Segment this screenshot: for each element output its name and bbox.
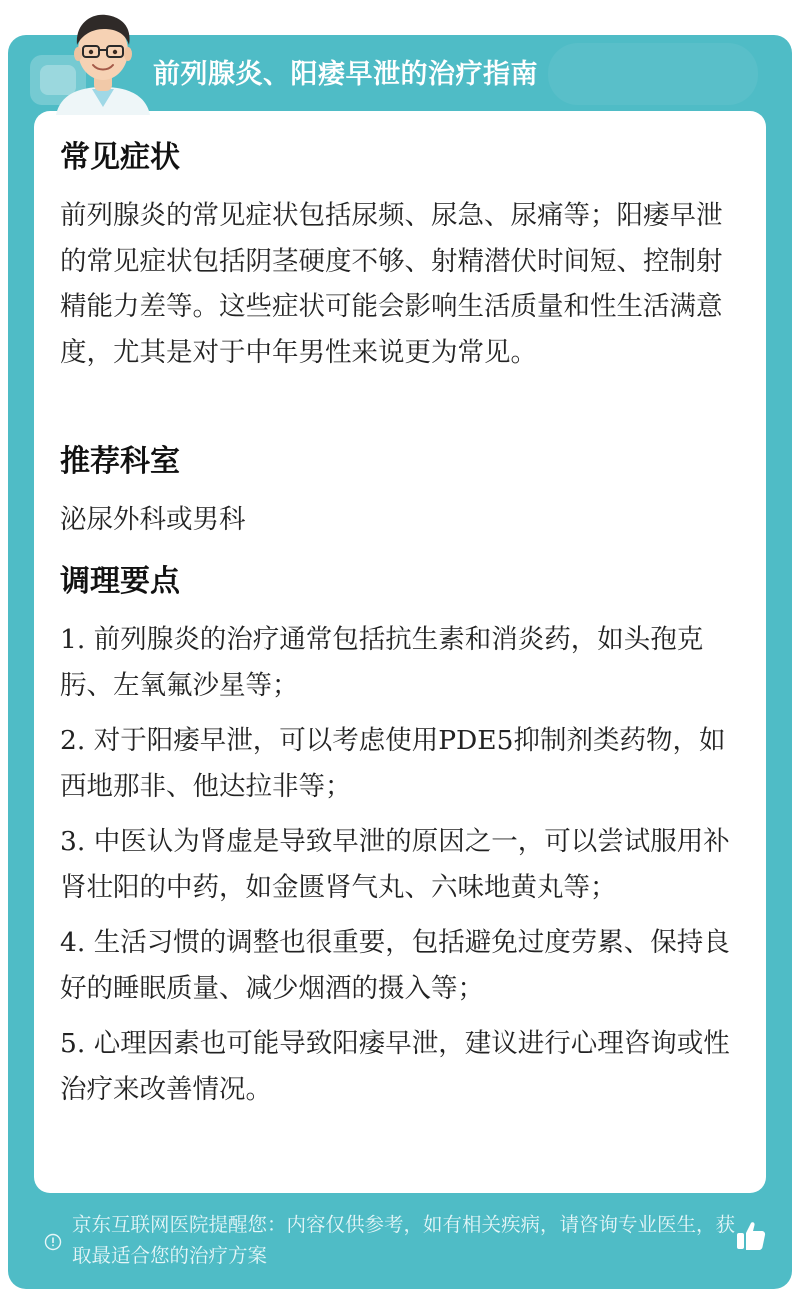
section-department (60, 441, 740, 543)
section-title-care: 调理要点 (60, 564, 180, 599)
list-item: 5. 心理因素也可能导致阳痿早泄，建议进行心理咨询或性治疗来改善情况。 (60, 1028, 730, 1105)
section-symptoms (60, 137, 740, 375)
list-item: 1. 前列腺炎的治疗通常包括抗生素和消炎药，如头孢克肟、左氧氟沙星等； (60, 624, 704, 701)
guide-card (8, 35, 792, 1289)
content-panel (34, 111, 766, 1193)
section-title-symptoms: 常见症状 (60, 140, 180, 175)
symptoms-text: 前列腺炎的常见症状包括尿频、尿急、尿痛等；阳痿早泄的常见症状包括阴茎硬度不够、射精潜伏时间短、控制射精能力差等。这些症状可能会影响生活质量和性生活满意度，尤其是对于中年男性来说更为常见。 (60, 200, 723, 368)
footer-text: 京东互联网医院提醒您：内容仅供参考，如有相关疾病，请咨询专业医生，获取最适合您的治疗方案 (72, 1213, 736, 1267)
thumbs-up-icon[interactable] (734, 1219, 768, 1253)
decorative-bubble (548, 43, 758, 105)
list-item: 4. 生活习惯的调整也很重要，包括避免过度劳累、保持良好的睡眠质量、减少烟酒的摄入等； (60, 927, 730, 1004)
list-item: 3. 中医认为肾虚是导致早泄的原因之一，可以尝试服用补肾壮阳的中药，如金匮肾气丸、六味地黄丸等； (60, 826, 730, 903)
list-item: 2. 对于阳痿早泄，可以考虑使用PDE5抑制剂类药物，如西地那非、他达拉非等； (60, 725, 726, 802)
page-title: 前列腺炎、阳痿早泄的治疗指南 (153, 59, 538, 90)
doctor-avatar (48, 9, 158, 115)
section-care (60, 561, 740, 1122)
info-icon (44, 1233, 62, 1251)
department-text: 泌尿外科或男科 (60, 504, 246, 535)
section-title-department: 推荐科室 (60, 444, 180, 479)
footer-notice (44, 1209, 764, 1279)
